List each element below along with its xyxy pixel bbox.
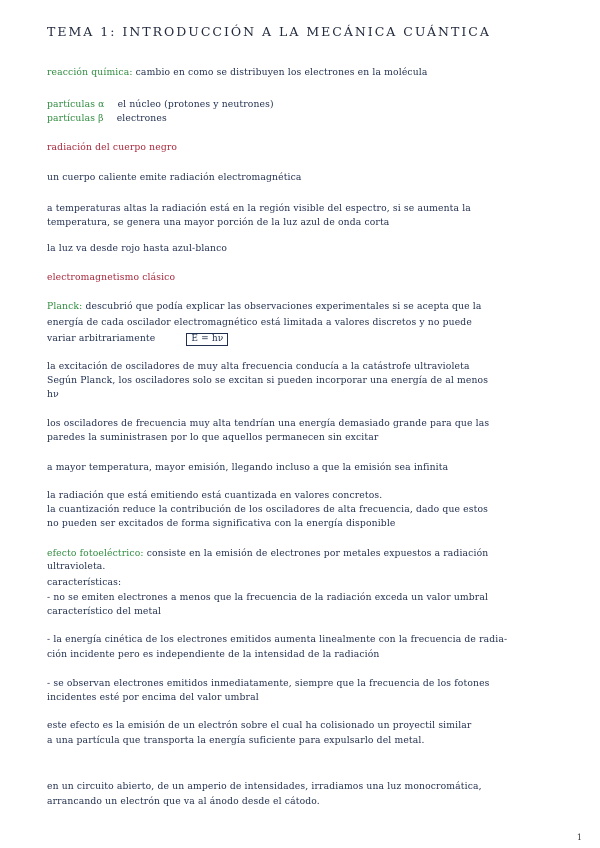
line-caracteristica-1a: - no se emiten electrones a menos que la frecuencia de la radiación exceda un valor umbral	[47, 592, 489, 603]
line-radiacion-2: la cuantización reduce la contribución de los osciladores de alta frecuencia, dado que estos	[47, 504, 489, 515]
line-caracteristicas: características:	[47, 577, 122, 588]
line-caracteristica-2b: ción incidente pero es independiente de la intensidad de la radiación	[47, 649, 380, 660]
text-planck-3: variar arbitrariamente	[47, 333, 156, 344]
page-title: TEMA 1: INTRODUCCIÓN A LA MECÁNICA CUÁNTICA	[47, 24, 491, 39]
line-caracteristica-1b: característico del metal	[47, 606, 162, 617]
term-planck: Planck:	[47, 301, 83, 312]
formula-box: E = hν	[186, 333, 228, 346]
text-planck-1: descubrió que podía explicar las observaciones experimentales si se acepta que la	[85, 301, 482, 312]
line-excitacion-2: Según Planck, los osciladores solo se excitan si pueden incorporar una energía de al menos	[47, 375, 489, 386]
text-reaccion: cambio en como se distribuyen los electrones en la molécula	[135, 67, 428, 78]
page-number: 1	[576, 833, 582, 842]
line-cuerpo-caliente: un cuerpo caliente emite radiación electromagnética	[47, 172, 302, 183]
line-excitacion-3: hν	[47, 389, 59, 400]
line-mayor-temperatura: a mayor temperatura, mayor emisión, llegando incluso a que la emisión sea infinita	[47, 462, 449, 473]
line-osciladores-2: paredes la suministrasen por lo que aquellos permanecen sin excitar	[47, 432, 379, 443]
line-particulas-beta	[47, 113, 167, 124]
line-planck-2: energía de cada oscilador electromagnético está limitada a valores discretos y no puede	[47, 317, 472, 328]
line-planck-1	[47, 301, 482, 312]
heading-electromagnetismo: electromagnetismo clásico	[47, 272, 176, 283]
term-alfa: partículas α	[47, 99, 105, 110]
line-temp-altas-1: a temperaturas altas la radiación está en la región visible del espectro, si se aumenta la	[47, 203, 471, 214]
line-luz-rojo: la luz va desde rojo hasta azul-blanco	[47, 243, 228, 254]
line-caracteristica-3a: - se observan electrones emitidos inmediatamente, siempre que la frecuencia de los fotones	[47, 678, 490, 689]
line-particulas-alfa	[47, 99, 274, 110]
text-beta: electrones	[116, 113, 167, 124]
text-fotoelectrico-1: consiste en la emisión de electrones por metales expuestos a radiación	[146, 548, 489, 559]
line-fotoelectrico-2: ultravioleta.	[47, 561, 106, 572]
line-planck-3	[47, 333, 228, 346]
line-circuito-1: en un circuito abierto, de un amperio de intensidades, irradiamos una luz monocromática,	[47, 781, 482, 792]
heading-cuerpo-negro: radiación del cuerpo negro	[47, 142, 178, 153]
term-reaccion: reacción química:	[47, 67, 133, 78]
line-caracteristica-3b: incidentes esté por encima del valor umbral	[47, 692, 259, 703]
line-temp-altas-2: temperatura, se genera una mayor porción de la luz azul de onda corta	[47, 217, 390, 228]
line-radiacion-1: la radiación que está emitiendo está cuantizada en valores concretos.	[47, 490, 383, 501]
line-efecto-2: a una partícula que transporta la energía suficiente para expulsarlo del metal.	[47, 735, 425, 746]
line-efecto-1: este efecto es la emisión de un electrón sobre el cual ha colisionado un proyectil similar	[47, 720, 472, 731]
line-radiacion-3: no pueden ser excitados de forma significativa con la energía disponible	[47, 518, 396, 529]
line-reaccion	[47, 67, 427, 78]
line-circuito-2: arrancando un electrón que va al ánodo desde el cátodo.	[47, 796, 320, 807]
term-fotoelectrico: efecto fotoeléctrico:	[47, 548, 144, 559]
term-beta: partículas β	[47, 113, 104, 124]
line-caracteristica-2a: - la energía cinética de los electrones emitidos aumenta linealmente con la frecuencia de radia-	[47, 634, 508, 645]
line-fotoelectrico-1	[47, 548, 488, 559]
line-excitacion-1: la excitación de osciladores de muy alta frecuencia conducía a la catástrofe ultravioleta	[47, 361, 470, 372]
text-alfa: el núcleo (protones y neutrones)	[117, 99, 274, 110]
line-osciladores-1: los osciladores de frecuencia muy alta tendrían una energía demasiado grande para que las	[47, 418, 490, 429]
